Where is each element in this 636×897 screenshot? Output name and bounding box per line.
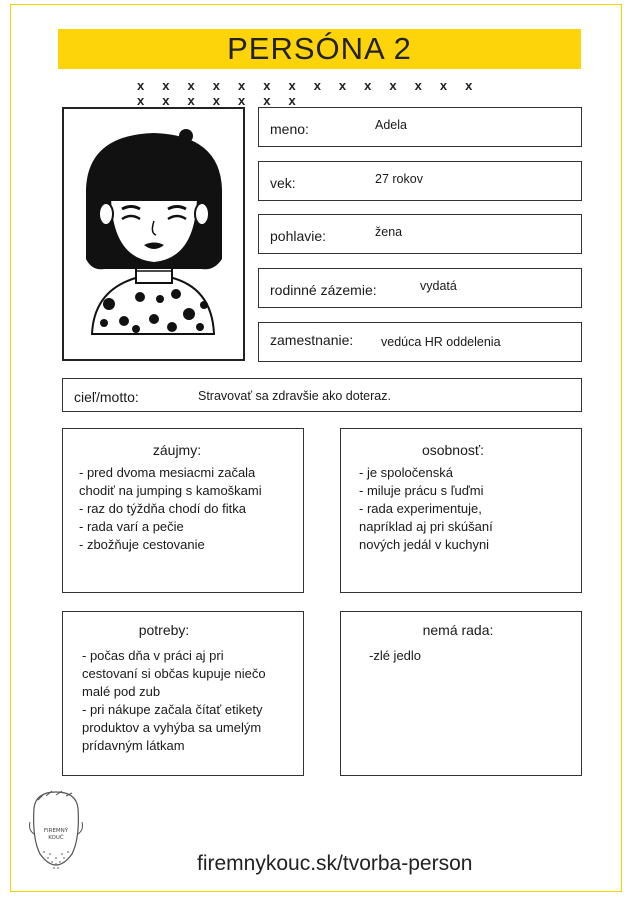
field-age-value: 27 rokov xyxy=(375,172,423,186)
goal-field xyxy=(62,378,582,412)
list-item: malé pod zub xyxy=(82,684,161,699)
list-item: - zbožňuje cestovanie xyxy=(79,537,205,552)
firemny-kouc-logo xyxy=(26,788,86,880)
dislikes-box xyxy=(340,611,582,776)
list-item: - je spoločenská xyxy=(359,465,453,480)
list-item: prídavným látkam xyxy=(82,738,185,753)
list-item: - rada varí a pečie xyxy=(79,519,184,534)
list-item: nových jedál v kuchyni xyxy=(359,537,490,552)
field-job xyxy=(258,322,582,362)
woman-illustration xyxy=(64,109,243,359)
list-item: - miluje prácu s ľuďmi xyxy=(359,483,484,498)
interests-title: záujmy: xyxy=(152,442,202,458)
personality-box xyxy=(340,428,582,593)
field-name xyxy=(258,107,582,147)
field-age-label: vek: xyxy=(270,175,296,191)
list-item: produktov a vyhýba sa umelým xyxy=(82,720,262,735)
field-age xyxy=(258,161,582,201)
page-title: PERSÓNA 2 xyxy=(227,31,412,66)
list-item: - rada experimentuje, xyxy=(359,501,482,516)
list-item: - pri nákupe začala čítať etikety xyxy=(82,702,263,717)
footer-link[interactable]: firemnykouc.sk/tvorba-person xyxy=(197,852,473,875)
list-item: - pred dvoma mesiacmi začala xyxy=(79,465,256,480)
logo-text-2: KOUČ xyxy=(48,835,64,841)
field-family-value: vydatá xyxy=(420,279,457,293)
list-item: - raz do týždňa chodí do fitka xyxy=(79,501,246,516)
field-gender-label: pohlavie: xyxy=(270,228,327,244)
personality-list xyxy=(359,464,493,554)
title-banner xyxy=(58,29,581,69)
field-job-label: zamestnanie: xyxy=(270,332,354,348)
cross-divider: x x x x x x x x x x x x x x x x x x x x x xyxy=(137,78,480,108)
logo-text-1: FIREMNÝ xyxy=(43,828,69,834)
persona-portrait xyxy=(62,107,245,361)
list-item: -zlé jedlo xyxy=(369,648,422,663)
list-item: cestovaní si občas kupuje niečo xyxy=(82,666,266,681)
interests-list xyxy=(79,464,262,554)
needs-title: potreby: xyxy=(138,622,190,638)
list-item: chodiť na jumping s kamoškami xyxy=(79,483,262,498)
field-name-label: meno: xyxy=(270,121,309,137)
coach-face-icon xyxy=(26,788,86,880)
field-family xyxy=(258,268,582,308)
dislikes-title: nemá rada: xyxy=(422,622,494,638)
field-job-value: vedúca HR oddelenia xyxy=(381,335,501,349)
list-item: - počas dňa v práci aj pri xyxy=(82,648,224,663)
field-gender-value: žena xyxy=(375,225,403,239)
dislikes-list xyxy=(369,647,421,665)
goal-value: Stravovať sa zdravšie ako doteraz. xyxy=(198,389,391,403)
list-item: napríklad aj pri skúšaní xyxy=(359,519,493,534)
field-family-label: rodinné zázemie: xyxy=(270,282,377,298)
interests-box xyxy=(62,428,304,593)
personality-title: osobnosť: xyxy=(421,442,485,458)
needs-box xyxy=(62,611,304,776)
needs-list xyxy=(82,647,266,755)
field-gender xyxy=(258,214,582,254)
field-name-value: Adela xyxy=(375,118,407,132)
goal-label: cieľ/motto: xyxy=(74,389,139,405)
